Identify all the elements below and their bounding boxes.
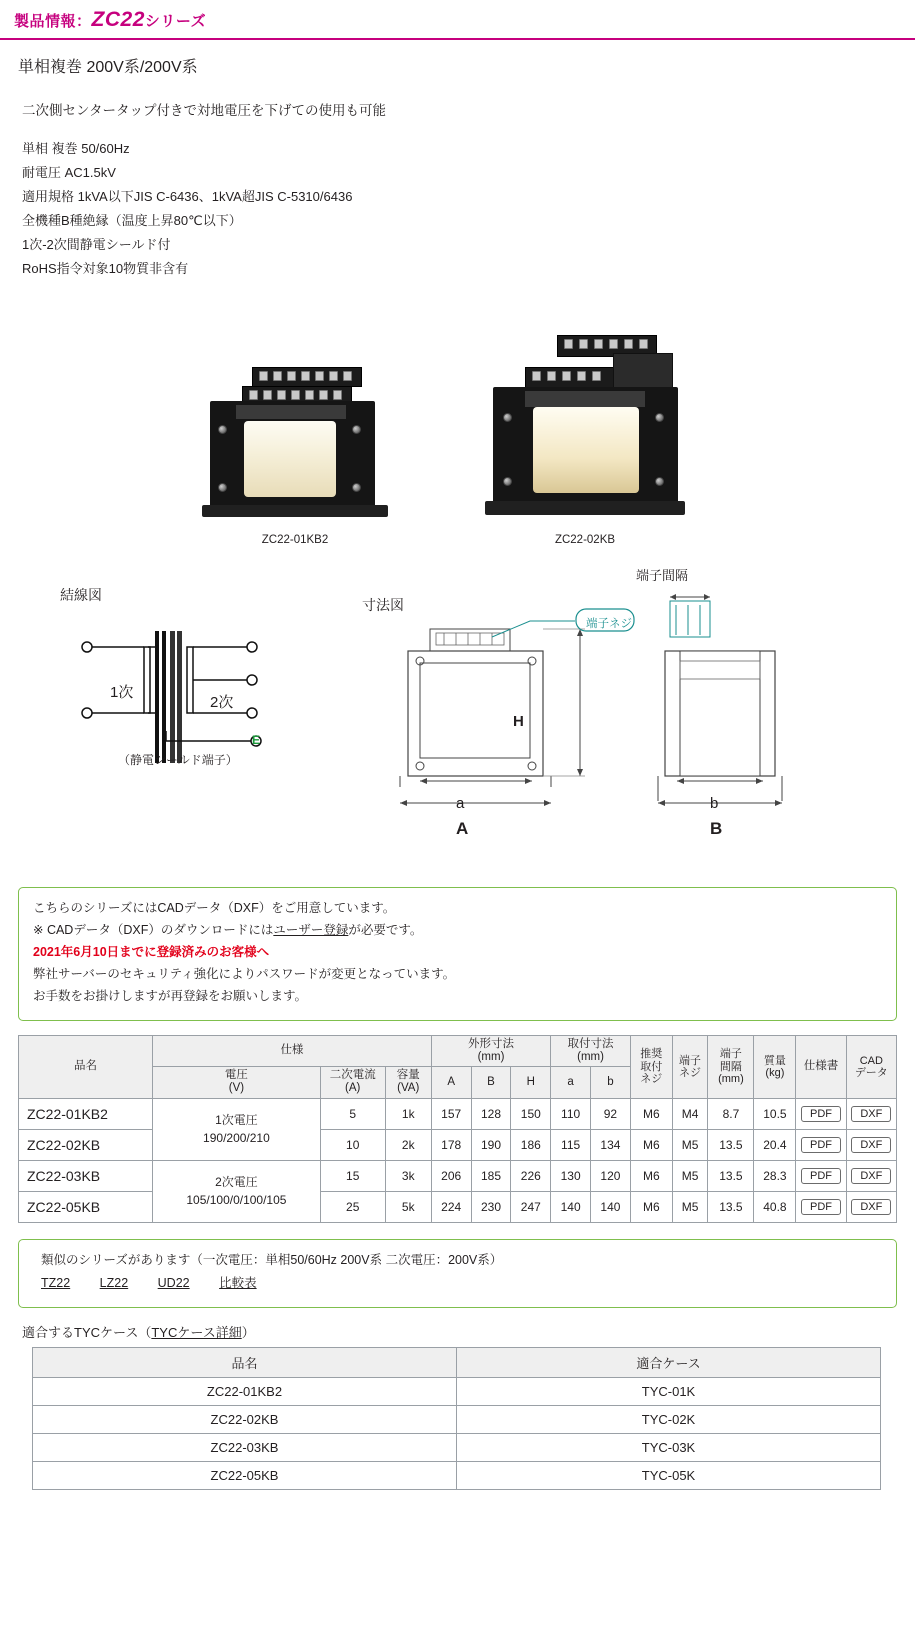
tyc-cell-name: ZC22-02KB xyxy=(33,1406,457,1434)
cell-B: 190 xyxy=(471,1129,511,1160)
tyc-cell-name: ZC22-03KB xyxy=(33,1434,457,1462)
tyc-title-pre: 適合するTYCケース（ xyxy=(22,1325,152,1341)
cell-term-screw: M5 xyxy=(672,1129,708,1160)
dimension-diagram-title: 寸法図 xyxy=(362,597,404,614)
th-voltage-l2: (V) xyxy=(228,1082,245,1095)
similar-series-box xyxy=(18,1239,897,1309)
cell-H: 226 xyxy=(511,1160,551,1191)
tyc-cell-case: TYC-01K xyxy=(457,1378,881,1406)
cell-sec-current: 15 xyxy=(320,1160,385,1191)
link-comparison-table[interactable]: 比較表 xyxy=(219,1276,257,1291)
cell-term-pitch: 13.5 xyxy=(708,1191,754,1222)
product-spec-list xyxy=(0,119,915,281)
terminal-block-lower xyxy=(525,367,615,389)
cell-voltage-primary xyxy=(153,1098,321,1160)
th-cad xyxy=(846,1035,896,1098)
cell-datasheet xyxy=(796,1160,846,1191)
wiring-primary-label: 1次 xyxy=(110,684,134,702)
voltage-primary-label: 1次電圧 xyxy=(215,1113,258,1128)
cell-B: 128 xyxy=(471,1098,511,1129)
th-rec-screw-l3: ネジ xyxy=(640,1072,663,1085)
link-tz22[interactable]: TZ22 xyxy=(41,1276,71,1291)
cell-voltage-secondary xyxy=(153,1160,321,1222)
cad-notice-line2-pre: ※ CADデータ（DXF）のダウンロードには xyxy=(33,923,274,938)
table-row xyxy=(19,1191,897,1222)
cell-term-screw: M5 xyxy=(672,1160,708,1191)
cell-name: ZC22-05KB xyxy=(19,1191,153,1222)
th-a: a xyxy=(551,1067,591,1098)
voltage-primary-value: 190/200/210 xyxy=(203,1131,270,1146)
tyc-title-post: ） xyxy=(241,1325,255,1341)
cell-A: 224 xyxy=(431,1191,471,1222)
th-weight-l2: (kg) xyxy=(765,1066,785,1079)
table-row xyxy=(33,1406,881,1434)
spec-line: 全機種B種絶縁（温度上昇80℃以下） xyxy=(22,213,242,229)
cell-b: 92 xyxy=(591,1098,631,1129)
th-spec: 仕様 xyxy=(153,1035,432,1066)
cell-weight: 40.8 xyxy=(754,1191,796,1222)
page-title-series: ZC22 xyxy=(91,8,145,31)
specification-table xyxy=(18,1035,897,1223)
tyc-th-name: 品名 xyxy=(33,1348,457,1378)
cell-weight: 28.3 xyxy=(754,1160,796,1191)
th-rec-screw-l2: 取付 xyxy=(640,1060,663,1073)
tyc-section-title xyxy=(22,1322,915,1341)
transformer-coil xyxy=(244,421,336,497)
th-cad-l2: データ xyxy=(854,1066,888,1079)
tyc-th-case: 適合ケース xyxy=(457,1348,881,1378)
product-photo-01kb2 xyxy=(200,353,390,546)
th-capacity-l1: 容量 xyxy=(396,1069,420,1082)
cell-a: 115 xyxy=(551,1129,591,1160)
cell-b: 120 xyxy=(591,1160,631,1191)
cell-capacity: 5k xyxy=(385,1191,431,1222)
th-term-pitch-l3: (mm) xyxy=(718,1072,744,1085)
cell-capacity: 3k xyxy=(385,1160,431,1191)
diagrams-section xyxy=(0,568,915,873)
spec-line: 単相 複巻 50/60Hz xyxy=(22,141,130,156)
cell-b: 134 xyxy=(591,1129,631,1160)
th-cad-l1: CAD xyxy=(859,1054,883,1067)
dim-b-label: b xyxy=(710,795,719,813)
cell-name: ZC22-02KB xyxy=(19,1129,153,1160)
th-weight-l1: 質量 xyxy=(763,1054,786,1067)
photo-caption: ZC22-01KB2 xyxy=(261,534,329,547)
th-term-pitch-l1: 端子 xyxy=(719,1048,742,1061)
cell-term-screw: M4 xyxy=(672,1098,708,1129)
th-term-screw-l2: ネジ xyxy=(679,1066,702,1079)
transformer-top-plate xyxy=(525,391,645,407)
tyc-cell-name: ZC22-01KB2 xyxy=(33,1378,457,1406)
dxf-button[interactable]: DXF xyxy=(851,1137,891,1153)
voltage-secondary-value: 105/100/0/100/105 xyxy=(186,1193,287,1208)
page-title-prefix: 製品情報： xyxy=(14,13,92,30)
th-capacity-l2: (VA) xyxy=(397,1082,420,1095)
dim-A-label: A xyxy=(456,819,469,839)
th-voltage xyxy=(153,1067,321,1098)
transformer-image-large xyxy=(485,325,685,528)
cell-rec-screw: M6 xyxy=(630,1098,672,1129)
th-term-pitch xyxy=(708,1035,754,1098)
transformer-base xyxy=(202,505,388,517)
cell-term-pitch: 13.5 xyxy=(708,1129,754,1160)
table-row xyxy=(33,1462,881,1490)
user-registration-link[interactable]: ユーザー登録 xyxy=(273,923,349,938)
table-row xyxy=(19,1129,897,1160)
spec-line: 耐電圧 AC1.5kV xyxy=(22,165,116,181)
th-sec-current xyxy=(320,1067,385,1098)
cell-capacity: 2k xyxy=(385,1129,431,1160)
pdf-button[interactable]: PDF xyxy=(801,1168,841,1184)
cell-sec-current: 25 xyxy=(320,1191,385,1222)
th-capacity xyxy=(385,1067,431,1098)
cell-term-pitch: 13.5 xyxy=(708,1160,754,1191)
terminal-block-upper xyxy=(252,367,362,387)
cell-H: 150 xyxy=(511,1098,551,1129)
terminal-pitch-label: 端子間隔 xyxy=(636,568,689,584)
th-B: B xyxy=(471,1067,511,1098)
th-mount-dim xyxy=(551,1035,631,1066)
dim-H-label: H xyxy=(513,713,524,731)
tyc-case-table xyxy=(32,1347,881,1490)
link-ud22[interactable]: UD22 xyxy=(157,1276,190,1291)
cell-B: 185 xyxy=(471,1160,511,1191)
similar-series-title: 類似のシリーズがあります（一次電圧：単相50/60Hz 200V系 二次電圧：200V系） xyxy=(41,1252,503,1267)
cell-rec-screw: M6 xyxy=(630,1191,672,1222)
cell-rec-screw: M6 xyxy=(630,1129,672,1160)
cell-A: 206 xyxy=(431,1160,471,1191)
tyc-cell-name: ZC22-05KB xyxy=(33,1462,457,1490)
cell-rec-screw: M6 xyxy=(630,1160,672,1191)
transformer-coil xyxy=(533,407,639,493)
transformer-top-plate xyxy=(236,405,346,419)
dim-a-label: a xyxy=(456,795,465,813)
cad-notice-line2 xyxy=(33,920,882,942)
product-lead-text: 二次側センタータップ付きで対地電圧を下げての使用も可能 xyxy=(22,103,386,118)
cell-sec-current: 10 xyxy=(320,1129,385,1160)
th-term-screw xyxy=(672,1035,708,1098)
page-title xyxy=(14,8,915,32)
cad-notice-line5: お手数をお掛けしますが再登録をお願いします。 xyxy=(33,988,308,1003)
th-term-screw-l1: 端子 xyxy=(679,1054,702,1067)
cell-A: 157 xyxy=(431,1098,471,1129)
cell-name: ZC22-01KB2 xyxy=(19,1098,153,1129)
cad-notice-box xyxy=(18,887,897,1020)
cell-weight: 20.4 xyxy=(754,1129,796,1160)
cell-capacity: 1k xyxy=(385,1098,431,1129)
th-b: b xyxy=(591,1067,631,1098)
cad-notice-line1: こちらのシリーズにはCADデータ（DXF）をご用意しています。 xyxy=(33,901,396,916)
wiring-diagram-title: 結線図 xyxy=(60,587,102,604)
spec-line: RoHS指令対象10物質非含有 xyxy=(22,261,189,277)
table-row xyxy=(19,1098,897,1129)
table-row xyxy=(33,1434,881,1462)
cell-H: 247 xyxy=(511,1191,551,1222)
wiring-earth-label: E xyxy=(252,733,261,748)
spec-line: 適用規格 1kVA以下JIS C-6436、1kVA超JIS C-5310/6436 xyxy=(22,189,353,205)
tyc-cell-case: TYC-03K xyxy=(457,1434,881,1462)
cell-cad xyxy=(846,1129,896,1160)
cell-cad xyxy=(846,1191,896,1222)
cad-notice-warning: 2021年6月10日までに登録済みのお客様へ xyxy=(33,945,270,960)
cell-cad xyxy=(846,1098,896,1129)
cell-H: 186 xyxy=(511,1129,551,1160)
th-name: 品名 xyxy=(19,1035,153,1098)
tyc-header-row xyxy=(33,1348,881,1378)
dxf-button[interactable]: DXF xyxy=(851,1106,891,1122)
pdf-button[interactable]: PDF xyxy=(801,1137,841,1153)
terminal-screw-callout: 端子ネジ xyxy=(586,618,632,631)
product-photos xyxy=(0,303,915,573)
cell-datasheet xyxy=(796,1129,846,1160)
cell-cad xyxy=(846,1160,896,1191)
cad-notice-line2-post: が必要です。 xyxy=(348,923,423,938)
transformer-image-small xyxy=(200,353,390,528)
th-mount-dim-l2: (mm) xyxy=(577,1050,604,1063)
th-term-pitch-l2: 間隔 xyxy=(719,1060,742,1073)
th-A: A xyxy=(431,1067,471,1098)
wiring-secondary-label: 2次 xyxy=(210,694,234,712)
cell-sec-current: 5 xyxy=(320,1098,385,1129)
dim-B-label: B xyxy=(710,819,723,839)
tyc-detail-link[interactable]: TYCケース詳細 xyxy=(151,1325,242,1341)
cell-datasheet xyxy=(796,1191,846,1222)
cell-A: 178 xyxy=(431,1129,471,1160)
similar-series-links xyxy=(41,1272,882,1296)
tyc-cell-case: TYC-05K xyxy=(457,1462,881,1490)
dxf-button[interactable]: DXF xyxy=(851,1199,891,1215)
wiring-note: （静電シールド端子） xyxy=(118,753,238,768)
th-voltage-l1: 電圧 xyxy=(224,1069,248,1082)
pdf-button[interactable]: PDF xyxy=(801,1106,841,1122)
page-title-series-suffix: シリーズ xyxy=(144,13,207,30)
photo-caption: ZC22-02KB xyxy=(554,534,616,547)
th-rec-screw xyxy=(630,1035,672,1098)
th-mount-dim-l1: 取付寸法 xyxy=(567,1037,614,1050)
th-H: H xyxy=(511,1067,551,1098)
spec-line: 1次-2次間静電シールド付 xyxy=(22,237,171,253)
cell-B: 230 xyxy=(471,1191,511,1222)
product-photo-02kb xyxy=(485,325,685,546)
th-rec-screw-l1: 推奨 xyxy=(640,1048,663,1061)
cell-name: ZC22-03KB xyxy=(19,1160,153,1191)
wiring-diagram xyxy=(70,613,360,833)
th-sec-current-l2: (A) xyxy=(345,1082,361,1095)
page-header xyxy=(0,0,915,40)
table-row xyxy=(19,1160,897,1191)
dxf-button[interactable]: DXF xyxy=(851,1168,891,1184)
cell-a: 130 xyxy=(551,1160,591,1191)
th-weight xyxy=(754,1035,796,1098)
th-sec-current-l1: 二次電流 xyxy=(329,1069,376,1082)
th-outer-dim-l2: (mm) xyxy=(477,1050,505,1063)
cell-weight: 10.5 xyxy=(754,1098,796,1129)
th-outer-dim-l1: 外形寸法 xyxy=(468,1037,514,1050)
transformer-base xyxy=(485,501,685,515)
cell-datasheet xyxy=(796,1098,846,1129)
pdf-button[interactable]: PDF xyxy=(801,1199,841,1215)
link-lz22[interactable]: LZ22 xyxy=(99,1276,129,1291)
tyc-cell-case: TYC-02K xyxy=(457,1406,881,1434)
table-header-row xyxy=(19,1035,897,1066)
cell-a: 110 xyxy=(551,1098,591,1129)
voltage-secondary-label: 2次電圧 xyxy=(215,1175,258,1190)
th-outer-dim xyxy=(431,1035,550,1066)
cell-term-pitch: 8.7 xyxy=(708,1098,754,1129)
th-datasheet: 仕様書 xyxy=(796,1035,846,1098)
terminal-cover xyxy=(613,353,673,391)
cell-term-screw: M5 xyxy=(672,1191,708,1222)
cad-notice-line4: 弊社サーバーのセキュリティ強化によりパスワードが変更となっています。 xyxy=(33,966,456,981)
table-row xyxy=(33,1378,881,1406)
cell-a: 140 xyxy=(551,1191,591,1222)
cell-b: 140 xyxy=(591,1191,631,1222)
product-subtitle: 単相複巻 200V系/200V系 xyxy=(18,59,198,76)
